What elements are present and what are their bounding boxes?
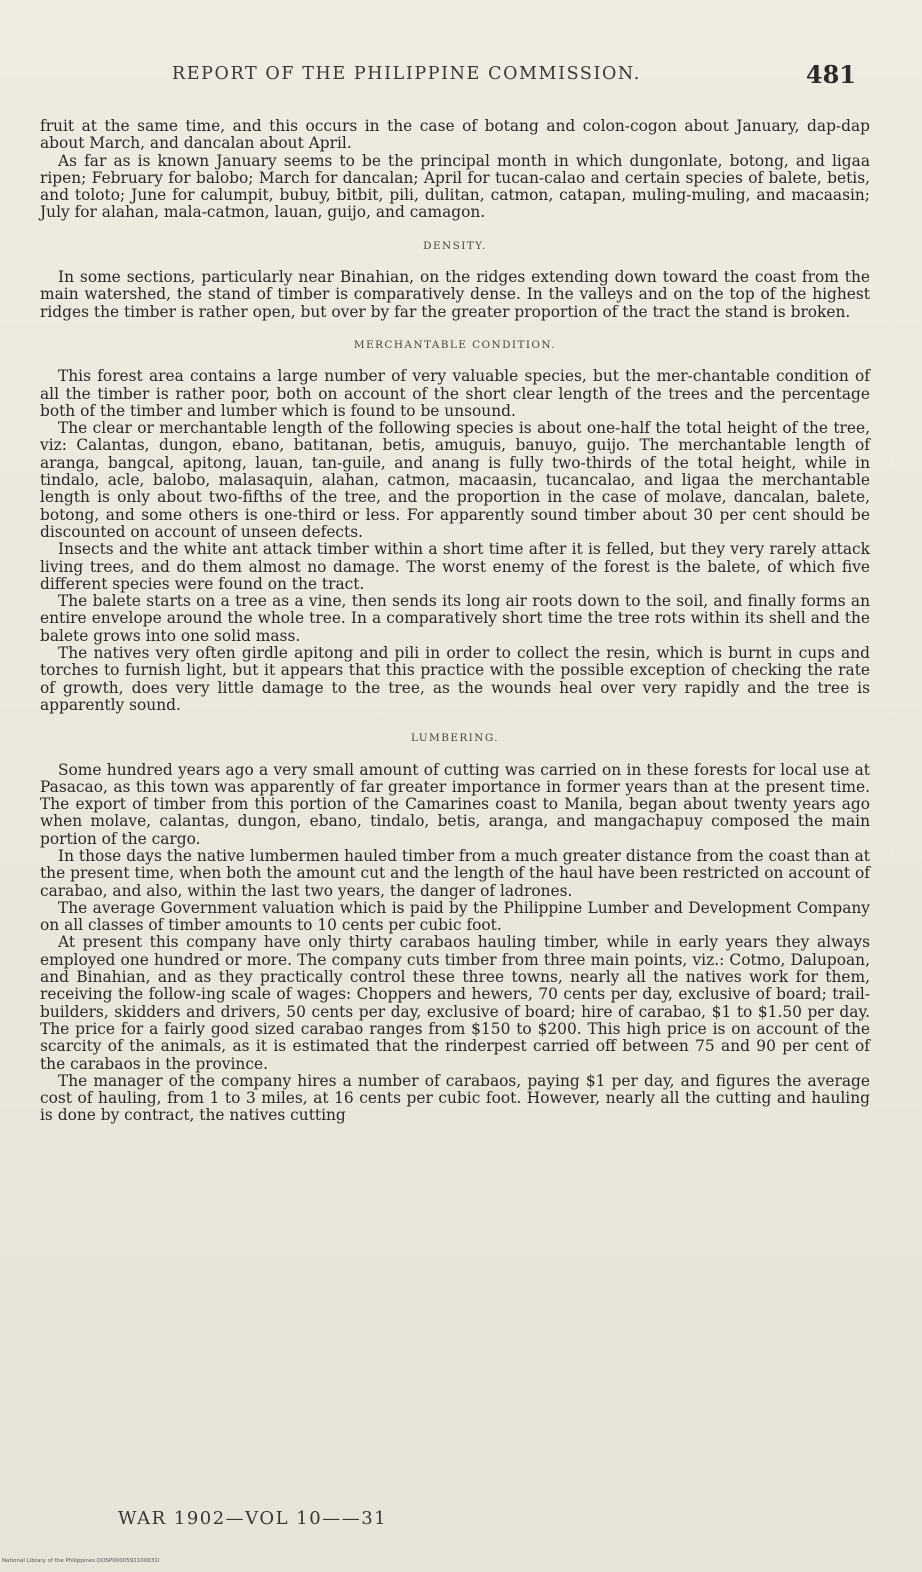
page-header [60,62,860,92]
signature-mark: WAR 1902—VOL 10——31 [118,1508,388,1529]
paragraph: In some sections, particularly near Binahian, on the ridges extending down toward the coast from the main watershed, the stand of timber is comparatively dense. In the valleys and on the top of the highest ridges the timber is rather open, but over by far the greater proportion of the tract the stand is broken. [40,268,870,321]
section-heading-density: DENSITY. [423,239,487,252]
paragraph: This forest area contains a large number of very valuable species, but the mer-chantable condition of all the timber is rather poor, both on account of the short clear length of the trees and the percentage both of the timber and lumber which is found to be unsound. [40,367,870,420]
paragraph: fruit at the same time, and this occurs in the case of botang and colon-cogon about January, dap-dap about March, and dancalan about April. [40,117,870,153]
section-heading-lumbering: LUMBERING. [411,732,499,745]
paragraph: The average Government valuation which is paid by the Philippine Lumber and Development Company on all classes of timber amounts to 10 cents per cubic foot. [40,898,870,935]
paragraph: The manager of the company hires a number of carabaos, paying $1 per day, and figures the average cost of hauling, from 1 to 3 miles, at 16 cents per cubic foot. However, nearly all the cutting and hauling is done by contract, the natives cutting [40,1071,870,1125]
body-text [40,118,870,1125]
paragraph: The balete starts on a tree as a vine, then sends its long air roots down to the soil, and finally forms an entire envelope around the whole tree. In a comparatively short time the tree rots within its shell and the balete grows into one solid mass. [40,592,870,645]
page-number: 481 [805,60,856,89]
paragraph: As far as is known January seems to be the principal month in which dungonlate, botong, and ligaa ripen; February for balobo; March for dancalan; April for tucan-calao and certain species of balete, betis, and toloto; June for calumpit, bubuy, bitbit, pili, dulitan, catmon, catapan, muling-muling, and macaasin; July for alahan, mala-catmon, lauan, guijo, and camagon. [40,151,870,222]
paragraph: Some hundred years ago a very small amount of cutting was carried on in these forests for local use at Pasacao, as this town was apparently of far greater importance in former years than at the present time. The export of timber from this portion of the Camarines coast to Manila, began about twenty years ago when molave, calantas, dungon, ebano, tindalo, betis, aranga, and mangachapuy composed the main portion of the cargo. [40,760,870,848]
paragraph: The clear or merchantable length of the following species is about one-half the total height of the tree, viz: Calantas, dungon, ebano, batitanan, betis, amuguis, banuyo, guijo. The merchantable length of aranga, bangcal, apitong, lauan, tan-guile, and anang is fully two-thirds of the total height, while in tindalo, acle, balobo, malasaquin, alahan, catmon, macaasin, tucancalao, and ligaa the merchantable length is only about two-fifths of the tree, and the proportion in the case of molave, dancalan, balete, botong, and some others is one-third or less. For apparently sound timber about 30 per cent should be discounted on account of unseen defects. [40,419,870,541]
running-head: REPORT OF THE PHILIPPINE COMMISSION. [172,64,641,84]
paragraph: In those days the native lumbermen hauled timber from a much greater distance from the coast than at the present time, when both the amount cut and the length of the haul have been restricted on account of carabao, and also, within the last two years, the danger of ladrones. [40,846,870,900]
scan-stamp: National Library of the Philippines DOSP0000592100031l [2,1558,160,1564]
paragraph: At present this company have only thirty carabaos hauling timber, while in early years they always employed one hundred or more. The company cuts timber from three main points, viz.: Cotmo, Dalupoan, and Binahian, and as they practically control these three towns, nearly all the natives work for them, receiving the follow-ing scale of wages: Choppers and hewers, 70 cents per day, exclusive of board; trail-builders, skidders and drivers, 50 cents per day, exclusive of board; hire of carabao, $1 to $1.50 per day. The price for a fairly good sized carabao ranges from $150 to $200. This high price is on account of the scarcity of the animals, as it is estimated that the rinderpest carried off between 75 and 90 per cent of the carabaos in the province. [40,933,870,1073]
paragraph: The natives very often girdle apitong and pili in order to collect the resin, which is burnt in cups and torches to furnish light, but it appears that this practice with the possible exception of checking the rate of growth, does very little damage to the tree, as the wounds heal over very rapidly and the tree is apparently sound. [40,644,870,714]
paragraph: Insects and the white ant attack timber within a short time after it is felled, but they very rarely attack living trees, and do them almost no damage. The worst enemy of the forest is the balete, of which five different species were found on the tract. [40,540,870,593]
section-heading-merchantable-condition: MERCHANTABLE CONDITION. [353,338,557,351]
